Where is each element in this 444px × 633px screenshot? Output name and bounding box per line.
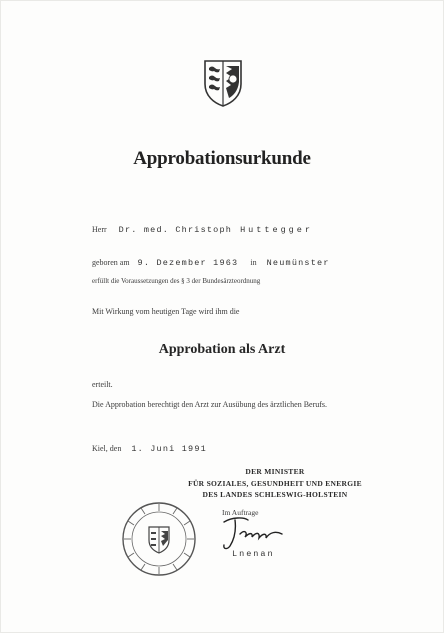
coat-of-arms-icon [202, 58, 244, 108]
effect-text: Mit Wirkung vom heutigen Tage wird ihm die [92, 307, 240, 316]
approbation-heading: Approbation als Arzt [158, 342, 286, 357]
place-label: Kiel, den [92, 444, 122, 453]
authority-line-2: FÜR SOZIALES, GESUNDHEIT UND ENERGIE [188, 479, 362, 488]
official-seal-icon [120, 500, 198, 578]
on-behalf-label: Im Auftrage [222, 508, 259, 517]
document-title: Approbationsurkunde [133, 148, 311, 169]
issue-date: 1. Juni 1991 [131, 444, 207, 454]
authority-line-3: DES LANDES SCHLESWIG-HOLSTEIN [202, 490, 348, 499]
signer-name: Lnenan [232, 549, 275, 559]
recipient-surname: Huttegger [240, 225, 313, 235]
birth-date: 9. Dezember 1963 [137, 258, 239, 268]
authority-line-1: DER MINISTER [245, 467, 305, 476]
name-line [92, 225, 313, 235]
birth-place: Neumünster [266, 258, 330, 268]
requirements-text: erfüllt die Voraussetzungen des § 3 der Bundesärzteordnung [92, 277, 261, 285]
granted-text: erteilt. [92, 380, 113, 389]
recipient-name: Dr. med. Christoph [118, 225, 233, 235]
born-label: geboren am [92, 258, 130, 267]
place-date-line [92, 444, 207, 454]
authorization-text: Die Approbation berechtigt den Arzt zur Ausübung des ärztlichen Berufs. [92, 400, 328, 409]
birth-line [92, 258, 330, 268]
salutation: Herr [92, 225, 107, 234]
handwritten-signature-icon [218, 514, 290, 554]
in-label: in [250, 258, 257, 267]
